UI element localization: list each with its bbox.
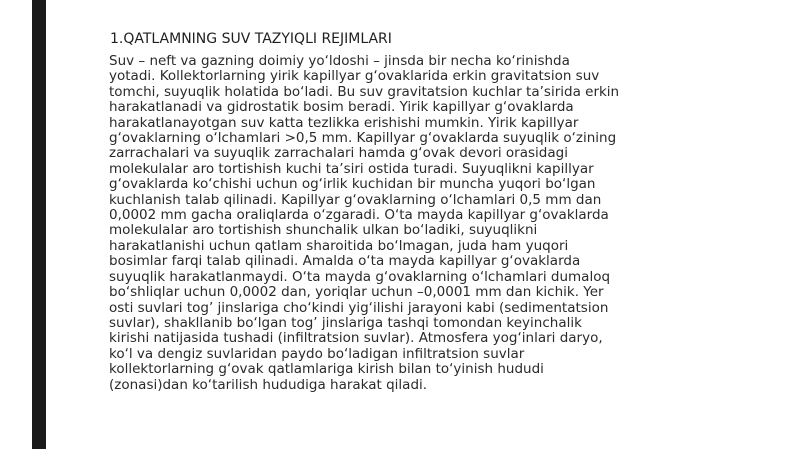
body-text-line: Suv – neft va gazning doimiy yo‘ldoshi – jinsda bir necha ko‘rinishda: [109, 53, 570, 69]
body-text-line: 0,0002 mm gacha oraliqlarda o‘zgaradi. O‘ta mayda kapillyar g‘ovaklarda: [109, 207, 609, 224]
body-text-line: yotadi. Kollektorlarning yirik kapillyar g‘ovaklarida erkin gravitatsion suv: [109, 68, 600, 85]
body-text-line: ko‘l va dengiz suvlaridan paydo bo‘ladigan infiltratsion suvlar: [109, 345, 525, 362]
body-text-line: tomchi, suyuqlik holatida bo‘ladi. Bu suv gravitatsion kuchlar ta’sirida erkin: [109, 83, 620, 100]
body-text-line: molekulalar aro tortishish kuchi ta’siri ostida turadi. Suyuqlikni kapillyar: [109, 160, 594, 177]
body-text-line: kirishi natijasida tushadi (infiltratsion suvlar). Atmosfera yog‘inlari daryo,: [109, 330, 603, 347]
body-text-line: g‘ovaklarda ko‘chishi uchun og‘irlik kuchidan bir muncha yuqori bo‘lgan: [109, 176, 596, 193]
slide-title: 1.QATLAMNING SUV TAZYIQLI REJIMLARI: [110, 31, 392, 47]
body-text-line: kuchlanish talab qilinadi. Kapillyar g‘ovaklarning o‘lchamlari 0,5 mm dan: [109, 191, 602, 208]
left-accent-bar: [32, 0, 46, 449]
body-text-line: zarrachalari va suyuqlik zarrachalari hamda g‘ovak devori orasidagi: [109, 145, 568, 162]
body-text-line: bo‘shliqlar uchun 0,0002 dan, yoriqlar uchun –0,0001 mm dan kichik. Yer: [109, 284, 604, 301]
body-text-line: kollektorlarning g‘ovak qatlamlariga kirish bilan to‘yinish hududi: [109, 361, 544, 378]
body-text-line: molekulalar aro tortishish shunchalik ulkan bo‘ladiki, suyuqlikni: [109, 222, 538, 239]
body-text-line: suyuqlik harakatlanmaydi. O‘ta mayda g‘ovaklarning o‘lchamlari dumaloq: [109, 268, 611, 285]
body-text-line: harakatlanayotgan suv katta tezlikka erishishi mumkin. Yirik kapillyar: [109, 114, 579, 131]
body-text-line: (zonasi)dan ko‘tarilish hududiga harakat qiladi.: [109, 376, 428, 393]
body-text-line: bosimlar farqi talab qilinadi. Amalda o‘ta mayda kapillyar g‘ovaklarda: [109, 253, 581, 270]
slide-body-text: [109, 54, 669, 393]
body-text-line: harakatlanishi uchun qatlam sharoitida bo‘lmagan, juda ham yuqori: [109, 237, 569, 254]
body-text-line: harakatlanadi va gidrostatik bosim beradi. Yirik kapillyar g‘ovaklarda: [109, 99, 574, 116]
body-text-line: g‘ovaklarning o‘lchamlari >0,5 mm. Kapillyar g‘ovaklarda suyuqlik o‘zining: [109, 130, 617, 147]
body-text-line: osti suvlari tog’ jinslariga cho‘kindi yig‘ilishi jarayoni kabi (sedimentatsion: [109, 299, 609, 316]
body-text-line: suvlar), shakllanib bo‘lgan tog’ jinslariga tashqi tomondan keyinchalik: [109, 314, 582, 331]
